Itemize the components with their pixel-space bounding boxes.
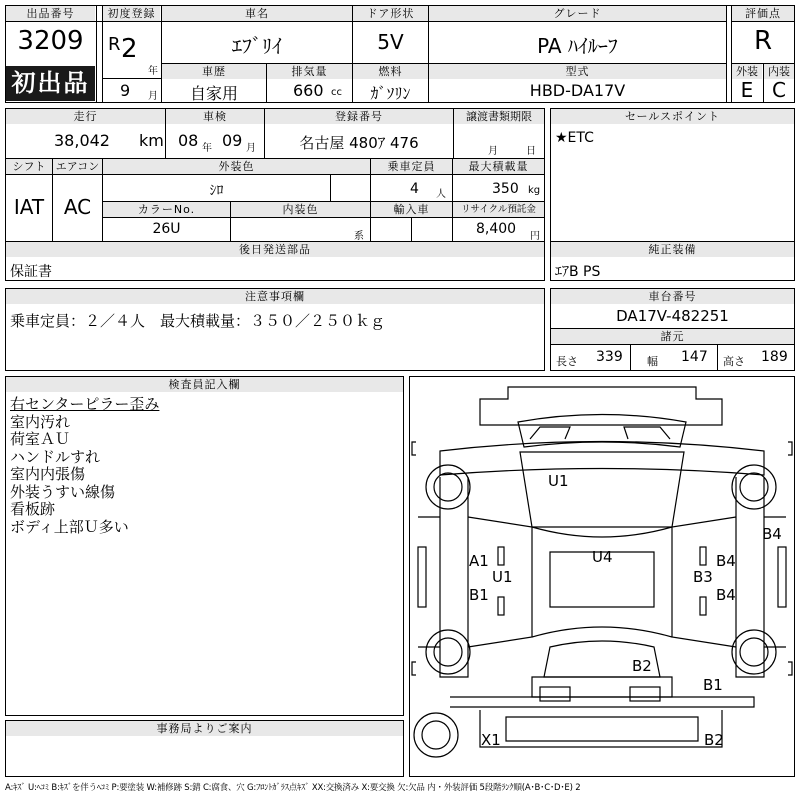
shift-label: シフト [6, 159, 52, 174]
history: 自家用 [189, 84, 238, 103]
chassis-label: 車台番号 [551, 289, 794, 304]
reg-year-unit: 年 [148, 66, 158, 77]
model-label: 型式 [429, 64, 726, 79]
mark-b2-rear: B2 [632, 657, 652, 675]
mark-b4-edge: B4 [762, 525, 782, 543]
capacity: 4 [410, 181, 419, 197]
mark-u1-left: U1 [492, 568, 513, 586]
note-item: 室内汚れ [10, 412, 71, 431]
grade: PA ﾊｲﾙｰﾌ [537, 34, 618, 58]
grade-label: グレード [429, 6, 726, 21]
ac: AC [63, 195, 92, 219]
ext-color: ｼﾛ [209, 183, 224, 199]
width-label: 幅 [647, 355, 658, 368]
int-color-label: 内装色 [231, 202, 370, 217]
interior-grade: C [772, 78, 786, 102]
inspector-notes [10, 396, 159, 536]
height: 189 [761, 349, 788, 365]
mark-x1: X1 [481, 731, 501, 749]
mileage-label: 走行 [6, 109, 165, 124]
import-label: 輸入車 [371, 202, 452, 217]
chassis-number: DA17V-482251 [616, 307, 729, 325]
mileage-unit: km [139, 131, 164, 150]
later-parts-label: 後日発送部品 [6, 242, 544, 257]
rating: R [753, 26, 773, 56]
mark-b4-upper: B4 [716, 552, 736, 570]
length-label: 長さ [556, 355, 578, 368]
mark-b1-rear: B1 [703, 676, 723, 694]
equipment: ｴｱB PS [555, 264, 601, 280]
transfer-day-unit: 日 [526, 146, 536, 157]
fuel-label: 燃料 [353, 64, 428, 79]
mark-b1-left: B1 [469, 586, 489, 604]
displacement-label: 排気量 [267, 64, 352, 79]
transfer-label: 譲渡書類期限 [454, 109, 544, 124]
lot-number: 3209 [17, 26, 84, 56]
note-item: ボディ上部Ｕ多い [10, 517, 129, 536]
sales-point-label: セールスポイント [551, 109, 794, 124]
history-label: 車歴 [162, 64, 266, 79]
office-label: 事務局よりご案内 [6, 721, 403, 736]
exterior-label: 外装 [732, 64, 762, 79]
mark-b2-bottom: B2 [704, 731, 724, 749]
note-item: 荷室ＡＵ [10, 430, 71, 448]
reg-month: 9 [120, 81, 131, 100]
sales-point-block [550, 108, 795, 242]
interior-label: 内装 [764, 64, 794, 79]
dims-label: 諸元 [551, 329, 794, 344]
first-reg-label: 初度登録 [103, 6, 160, 21]
color-no-label: カラーNo. [103, 202, 230, 217]
rating-label: 評価点 [732, 6, 794, 21]
caution-text: 乗車定員：２／４人 最大積載量：３５０／２５０ｋｇ [10, 312, 386, 330]
note-item: 看板跡 [10, 500, 56, 518]
shift: IAT [13, 195, 45, 219]
load-unit: kg [528, 185, 541, 196]
insp-year-unit: 年 [202, 143, 212, 154]
reg-month-unit: 月 [148, 91, 158, 102]
first-listing-badge: 初出品 [6, 66, 95, 101]
load-label: 最大積載量 [453, 159, 544, 174]
car-name-label: 車名 [162, 6, 352, 21]
transfer-month-unit: 月 [488, 146, 498, 157]
int-color-unit: 系 [354, 231, 364, 242]
capacity-label: 乗車定員 [371, 159, 452, 174]
fuel: ｶﾞｿﾘﾝ [370, 84, 411, 103]
lot-label: 出品番号 [6, 6, 95, 21]
reg-number: 名古屋 480ｱ 476 [299, 134, 419, 152]
door-label: ドア形状 [353, 6, 428, 21]
later-parts: 保証書 [10, 264, 52, 280]
displacement: 660 [293, 81, 324, 100]
footer-legend: A:ｷｽﾞ U:ﾍｺﾐ B:ｷｽﾞを伴うﾍｺﾐ P:要塗装 W:補修跡 S:錆 C:腐食、穴 G:ﾌﾛﾝﾄｶﾞﾗｽ点ｷｽﾞ XX:交換済み X:要交換 欠:欠品 内・外装評価 5段階ﾗﾝｸ順(A･B･C･D･E) 2 [5, 783, 581, 793]
insp-year: 08 [178, 131, 199, 150]
displacement-unit: cc [331, 87, 342, 98]
recycle: 8,400 [476, 221, 517, 237]
equipment-label: 純正装備 [551, 242, 794, 257]
mark-u1-top: U1 [548, 472, 569, 490]
reg-number-label: 登録番号 [265, 109, 453, 124]
note-item: 右センターピラー歪み [10, 395, 160, 413]
reg-era: R [108, 34, 121, 55]
note-item: ハンドルすれ [10, 447, 101, 466]
mark-a1: A1 [469, 552, 489, 570]
recycle-unit: 円 [530, 231, 540, 242]
car-name: ｴﾌﾞﾘｲ [232, 34, 282, 58]
insp-month-unit: 月 [246, 143, 256, 154]
note-item: 外装うすい線傷 [10, 482, 116, 501]
mark-b4-lower: B4 [716, 586, 736, 604]
reg-year: 2 [121, 34, 138, 64]
ext-color-label: 外装色 [103, 159, 370, 174]
height-label: 高さ [723, 355, 745, 368]
color-no: 26U [152, 221, 181, 237]
mark-u4: U4 [592, 548, 613, 566]
load: 350 [492, 181, 519, 197]
sales-point: ★ETC [555, 130, 594, 146]
inspection-label: 車検 [166, 109, 264, 124]
details-block [5, 108, 545, 242]
recycle-label: リサイクル預託金 [453, 202, 544, 217]
width: 147 [681, 349, 708, 365]
caution-label: 注意事項欄 [6, 289, 544, 304]
capacity-unit: 人 [436, 189, 446, 200]
car-outline-diagram [410, 377, 794, 776]
mark-b3: B3 [693, 568, 713, 586]
exterior-grade: E [740, 78, 754, 102]
mileage: 38,042 [54, 131, 110, 150]
insp-month: 09 [222, 131, 243, 150]
door-type: 5V [377, 30, 404, 54]
inspector-label: 検査員記入欄 [6, 377, 403, 392]
note-item: 室内内張傷 [10, 465, 86, 483]
ac-label: エアコン [53, 159, 102, 174]
model: HBD-DA17V [529, 81, 626, 100]
length: 339 [596, 349, 623, 365]
